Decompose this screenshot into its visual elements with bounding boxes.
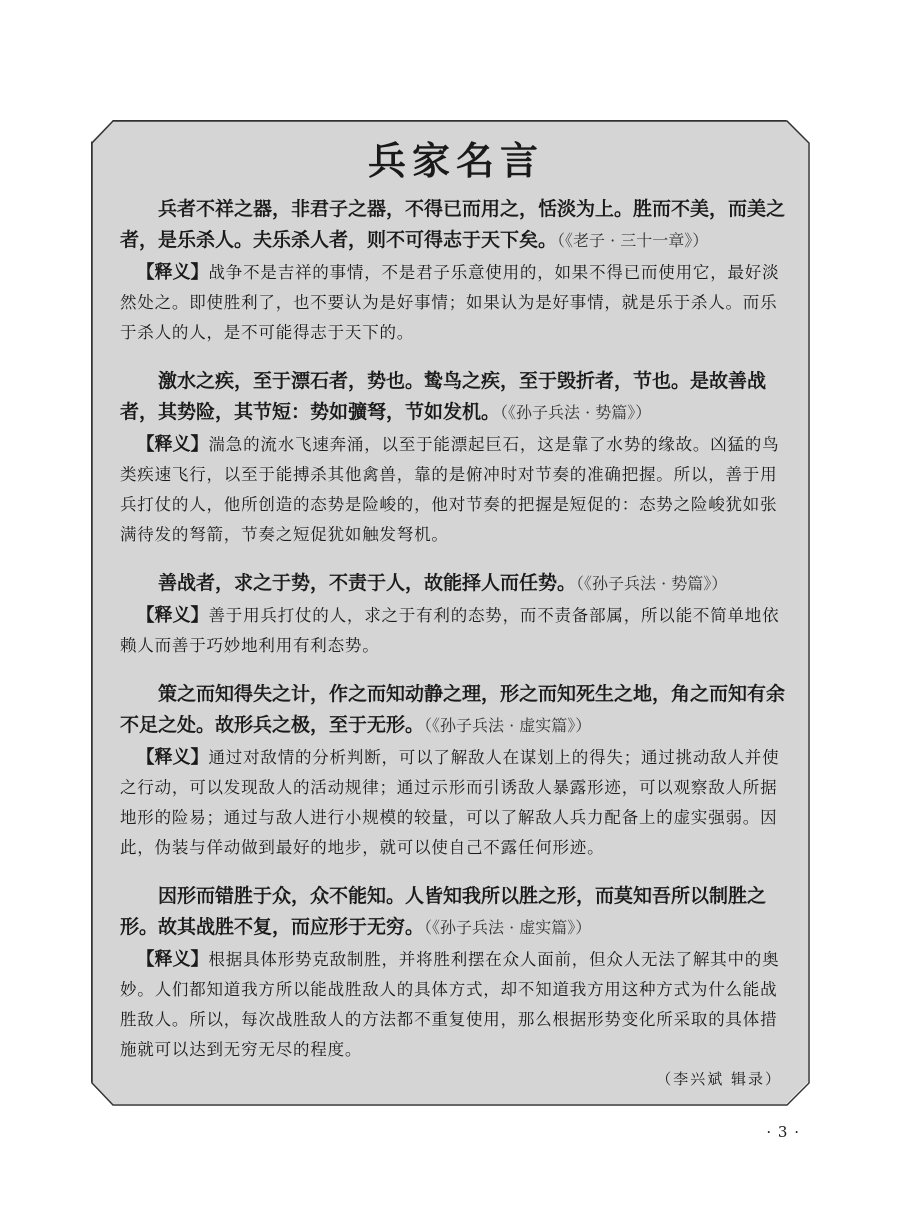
- explanation: [120, 601, 792, 661]
- article: [120, 138, 792, 1088]
- quote-text: [120, 366, 792, 428]
- explanation: [120, 743, 792, 863]
- explanation-body: 湍急的流水飞速奔涌，以至于能漂起巨石，这是靠了水势的缘故。凶猛的鸟类疾速飞行，以至于能搏杀其他禽兽，靠的是俯冲时对节奏的准确把握。所以，善于用兵打仗的人，他所创造的态势是险峻的，他对节奏的把握是短促的：态势之险峻犹如张满待发的弩箭，节奏之短促犹如触发弩机。: [120, 435, 780, 544]
- explanation-tag: 【释义】: [136, 262, 209, 283]
- entry-1: [120, 194, 792, 348]
- explanation-body: 善于用兵打仗的人，求之于有利的态势，而不责备部属，所以能不简单地依赖人而善于巧妙地利用有利态势。: [120, 606, 780, 655]
- entry-2: [120, 366, 792, 550]
- quote-text: [120, 568, 792, 599]
- explanation: [120, 430, 792, 550]
- entry-4: [120, 679, 792, 863]
- quote-body: 因形而错胜于众，众不能知。人皆知我所以胜之形，而莫知吾所以制胜之形。故其战胜不复，而应形于无穷。: [120, 885, 767, 938]
- page-number: · 3 ·: [766, 1123, 800, 1141]
- quote-body: 兵者不祥之器，非君子之器，不得已而用之，恬淡为上。胜而不美，而美之者，是乐杀人。夫乐杀人者，则不可得志于天下矣。: [120, 198, 786, 251]
- explanation-body: 通过对敌情的分析判断，可以了解敌人在谋划上的得失；通过挑动敌人并使之行动，可以发现敌人的活动规律；通过示形而引诱敌人暴露形迹，可以观察敌人所据地形的险易；通过与敌人进行小规模的较量，可以了解敌人兵力配备上的虚实强弱。因此，伪装与佯动做到最好的地步，就可以使自己不露任何形迹。: [120, 748, 780, 857]
- explanation-body: 战争不是吉祥的事情，不是君子乐意使用的，如果不得已而使用它，最好淡然处之。即使胜利了，也不要认为是好事情；如果认为是好事情，就是乐于杀人。而乐于杀人的人，是不可能得志于天下的。: [120, 263, 780, 342]
- explanation-tag: 【释义】: [136, 434, 209, 455]
- compiler-credit: （李兴斌 辑录）: [656, 1070, 782, 1088]
- explanation-body: 根据具体形势克敌制胜，并将胜利摆在众人面前，但众人无法了解其中的奥妙。人们都知道我方所以能战胜敌人的具体方式，却不知道我方用这种方式为什么能战胜敌人。所以，每次战胜敌人的方法都不重复使用，那么根据形势变化所采取的具体措施就可以达到无穷无尽的程度。: [120, 950, 780, 1059]
- quote-text: [120, 881, 792, 943]
- quote-source: （《孙子兵法 · 势篇》）: [500, 403, 652, 422]
- explanation-tag: 【释义】: [136, 605, 209, 626]
- quote-source: （《老子 · 三十一章》）: [557, 231, 709, 250]
- explanation-tag: 【释义】: [136, 747, 209, 768]
- entry-5: [120, 881, 792, 1065]
- quote-body: 善战者，求之于势，不责于人，故能择人而任势。: [158, 572, 577, 594]
- quote-text: [120, 194, 792, 256]
- explanation: [120, 258, 792, 348]
- quote-text: [120, 679, 792, 741]
- explanation-tag: 【释义】: [136, 949, 209, 970]
- quote-source: （《孙子兵法 · 势篇》）: [576, 574, 728, 593]
- quote-source: （《孙子兵法 · 虚实篇》）: [424, 918, 592, 937]
- quote-body: 策之而知得失之计，作之而知动静之理，形之而知死生之地，角之而知有余不足之处。故形兵之极，至于无形。: [120, 683, 786, 736]
- quote-source: （《孙子兵法 · 虚实篇》）: [424, 716, 592, 735]
- explanation: [120, 945, 792, 1065]
- entry-3: [120, 568, 792, 661]
- quote-body: 激水之疾，至于漂石者，势也。鸷鸟之疾，至于毁折者，节也。是故善战者，其势险，其节短：势如彍弩，节如发机。: [120, 370, 767, 423]
- page-title: 兵家名言: [367, 138, 544, 183]
